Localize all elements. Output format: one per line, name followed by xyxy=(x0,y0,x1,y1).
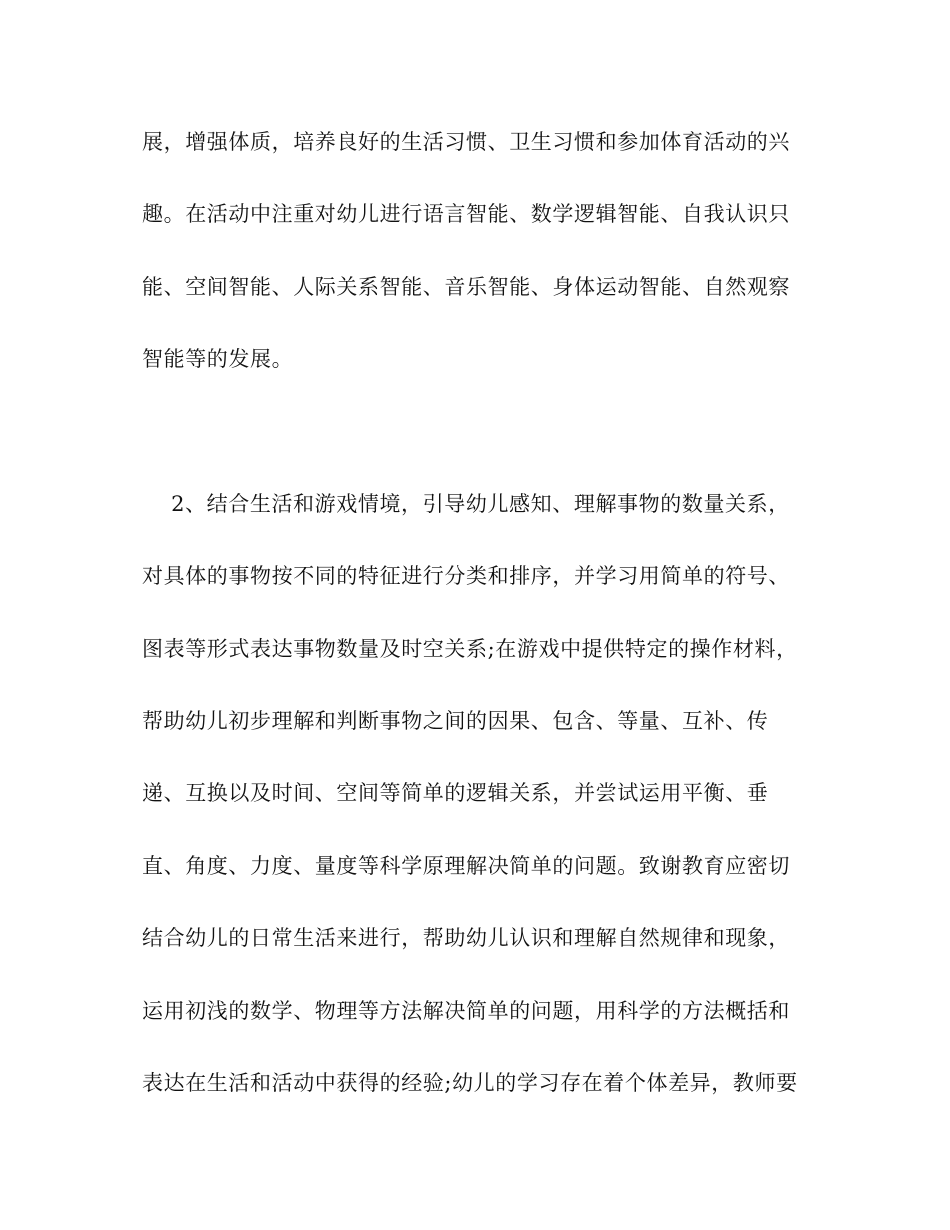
text-line-8: 帮助幼儿初步理解和判断事物之间的因果、包含、等量、互补、传 xyxy=(142,709,769,733)
text-line-4: 智能等的发展。 xyxy=(142,347,294,371)
text-line-5: 2、结合生活和游戏情境，引导幼儿感知、理解事物的数量关系， xyxy=(142,492,790,516)
text-line-13: 表达在生活和活动中获得的经验;幼儿的学习存在着个体差异，教师要 xyxy=(142,1071,798,1095)
text-line-3: 能、空间智能、人际关系智能、音乐智能、身体运动智能、自然观察 xyxy=(142,275,790,299)
text-line-7: 图表等形式表达事物数量及时空关系;在游戏中提供特定的操作材料， xyxy=(142,637,798,661)
text-line-2: 趣。在活动中注重对幼儿进行语言智能、数学逻辑智能、自我认识只 xyxy=(142,202,790,226)
text-line-12: 运用初浅的数学、物理等方法解决简单的问题，用科学的方法概括和 xyxy=(142,999,790,1023)
text-line-1: 展，增强体质，培养良好的生活习惯、卫生习惯和参加体育活动的兴 xyxy=(142,130,790,154)
text-line-10: 直、角度、力度、量度等科学原理解决简单的问题。致谢教育应密切 xyxy=(142,854,790,878)
text-line-6: 对具体的事物按不同的特征进行分类和排序，并学习用简单的符号、 xyxy=(142,564,790,588)
text-line-9: 递、互换以及时间、空间等简单的逻辑关系，并尝试运用平衡、垂 xyxy=(142,781,769,805)
text-line-11: 结合幼儿的日常生活来进行，帮助幼儿认识和理解自然规律和现象， xyxy=(142,926,790,950)
